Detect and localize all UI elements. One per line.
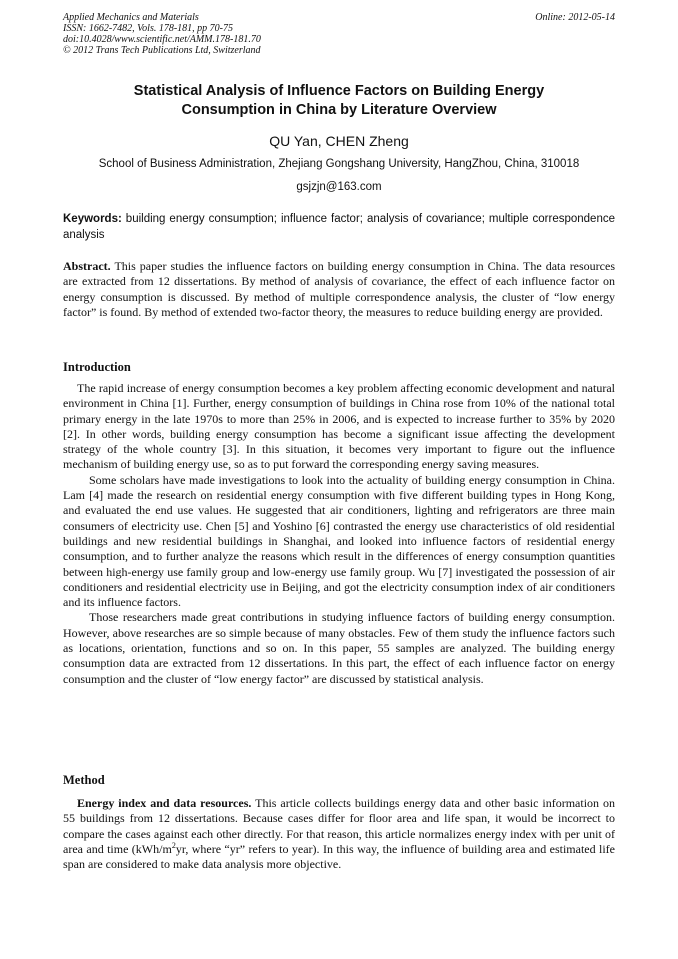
section-heading-method: Method [63,773,105,787]
keywords [63,212,615,243]
keywords-text: building energy consumption; influence factor; analysis of covariance; multiple correspondence analysis [63,213,615,241]
method-superscript: 2 [171,840,176,850]
paper-title [63,82,615,120]
keywords-label: Keywords: [63,213,122,225]
intro-paragraph-3: Those researchers made great contributions in studying influence factors of building energy consumption. However, above researches are so simple because of many obstacles. Few of them study the influence factors such as locations, orientation, functions and so on. In this paper, 55 samples are analyzed. The building energy consumption data are extracted from 12 dissertations. In this part, the effect of each influence factor on energy consumption and the cluster of “low energy factor” are discussed by statistical analysis. [63,610,615,686]
intro-paragraph-1: The rapid increase of energy consumption becomes a key problem affecting economic development and natural environment in China [1]. Further, energy consumption of buildings in China rose from 10% of the national total primary energy in the late 1970s to more than 25% in 2006, and is expected to increase further to 35% by 2020 [2]. In other words, building energy consumption has become a significant issue affecting the development strategy of the whole country [3]. In this situation, it becomes very important to figure out the influence mechanism of building energy use, so as to put forward the corresponding energy saving measures. [63,381,615,472]
author-email: gsjzjn@163.com [296,181,382,193]
intro-paragraph-2: Some scholars have made investigations to look into the actuality of building energy consumption in China. Lam [4] made the research on residential energy consumption with five different building types in Hong Kong, and evaluated the end use values. He suggested that air conditioners, lighting and refrigerators are three main consumers of electricity use. Chen [5] and Yoshino [6] contrasted the energy use characteristics of old residential buildings and new residential buildings in Shanghai, and looked into influence factors of residential energy consumption, and to further analyze the reasons which result in the differences of energy consumption quantities between high-energy use family group and low-energy use family group. Wu [7] investigated the possession of air conditioners and residential electricity use in Beijing, and got the electricity consumption index of air conditioners and its influence factors. [63,472,615,610]
copyright-line: © 2012 Trans Tech Publications Ltd, Switzerland [63,45,261,56]
method-text-b: yr, where “yr” refers to year). In this way, the influence of building area and estimated life span are considered to make data analysis more objective. [63,841,616,872]
affiliation: School of Business Administration, Zhejiang Gongshang University, HangZhou, China, 310018 [98,158,580,170]
method-text-a: This article collects buildings energy data and other basic information on 55 buildings from 12 dissertations. Because cases differ for floor area and life span, it would be incorrect to compare the cases against each other directly. For that reason, this article normalizes energy index with per unit of area and time (kWh/m [63,796,615,856]
abstract [63,259,615,320]
authors: QU Yan, CHEN Zheng [269,133,409,149]
doi-line: doi:10.4028/www.scientific.net/AMM.178-181.70 [63,34,261,45]
abstract-text: This paper studies the influence factors on building energy consumption in China. The data resources are extracted from 12 dissertations. By method of analysis of covariance, the effect of each influence factor on energy consumption is discussed. By method of multiple correspondence analysis, the cluster of “low energy factor” is found. By method of extended two-factor theory, the measures to reduce building energy are provided. [63,259,615,319]
method-run-in-heading: Energy index and data resources. [77,796,252,810]
online-date: Online: 2012-05-14 [535,12,615,23]
journal-name: Applied Mechanics and Materials [63,12,199,23]
title-line-1: Statistical Analysis of Influence Factors on Building Energy [133,83,545,99]
method-paragraph-1 [63,796,615,872]
issn-line: ISSN: 1662-7482, Vols. 178-181, pp 70-75 [63,23,233,34]
journal-header [63,12,615,56]
title-line-2: Consumption in China by Literature Overview [181,102,497,118]
introduction-body [63,381,615,687]
method-body [63,796,615,872]
abstract-label: Abstract. [63,259,111,273]
section-heading-introduction: Introduction [63,360,131,374]
